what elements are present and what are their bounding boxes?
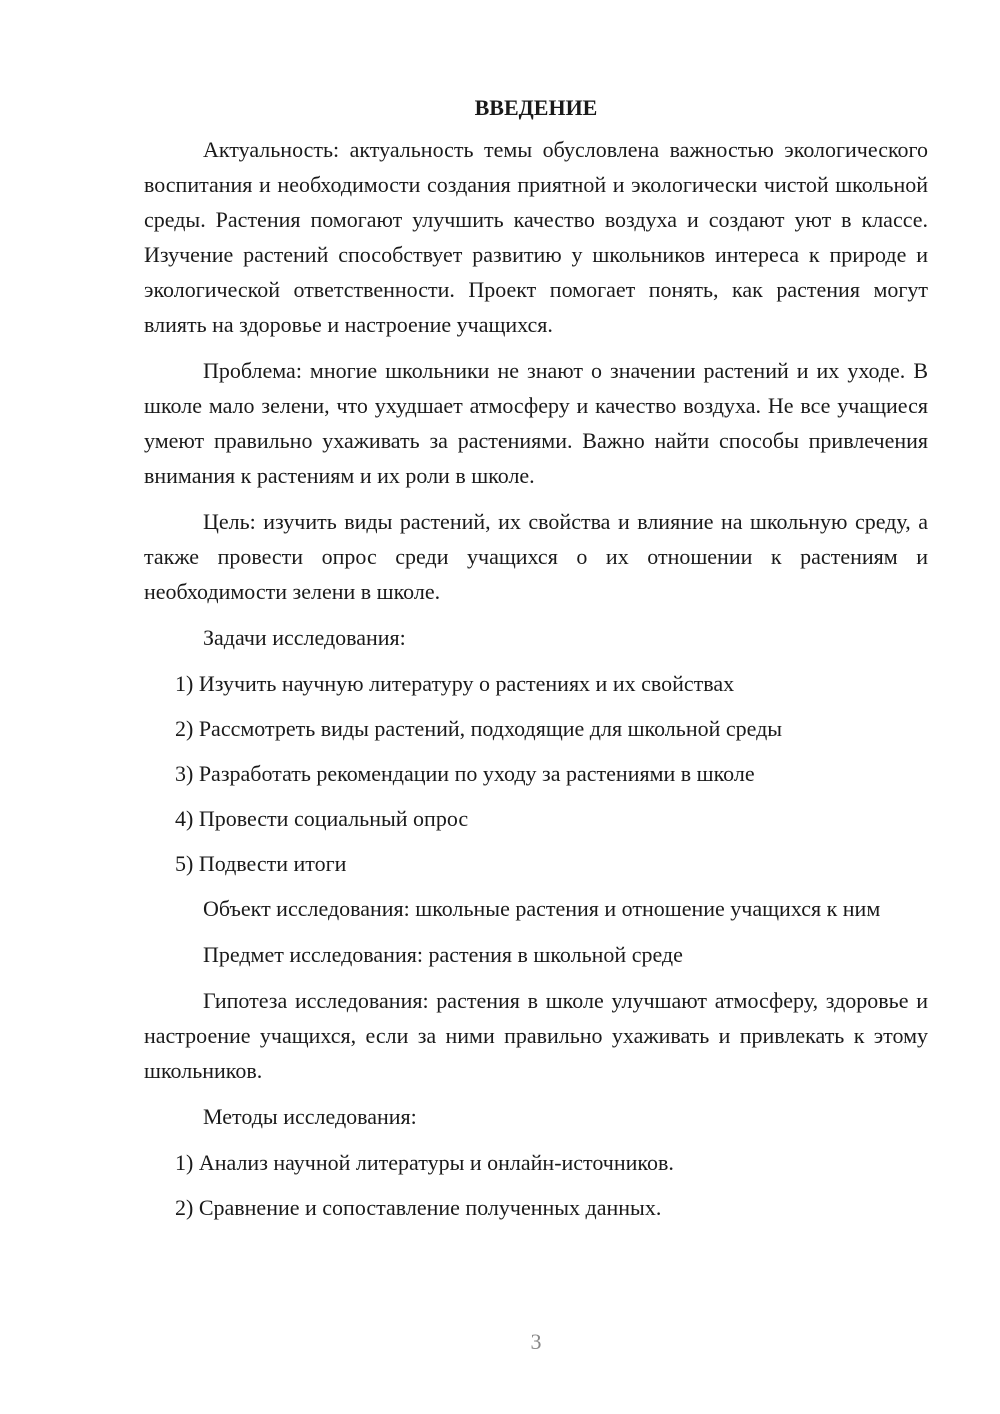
list-item: 5) Подвести итоги bbox=[175, 851, 347, 876]
list-item: 2) Сравнение и сопоставление полученных данных. bbox=[175, 1195, 662, 1220]
page-number: 3 bbox=[530, 1329, 542, 1354]
list-item: 1) Анализ научной литературы и онлайн-источников. bbox=[175, 1150, 674, 1175]
methods-list bbox=[144, 1145, 928, 1225]
section-title: ВВЕДЕНИЕ bbox=[474, 95, 598, 120]
list-item: 1) Изучить научную литературу о растениях и их свойствах bbox=[175, 671, 735, 696]
methods-heading: Методы исследования: bbox=[203, 1104, 417, 1129]
list-item: 4) Провести социальный опрос bbox=[175, 806, 469, 831]
tasks-list bbox=[144, 666, 928, 881]
relevance-paragraph: Актуальность: актуальность темы обусловлена важностью экологического воспитания и необходимости создания приятной и экологически чистой школьной среды. Растения помогают улучшить качество воздуха и создают уют в классе. Изучение растений способствует развитию у школьников интереса к природе и экологической ответственности. Проект помогает понять, как растения могут влиять на здоровье и настроение учащихся. bbox=[144, 137, 928, 337]
list-item: 3) Разработать рекомендации по уходу за растениями в школе bbox=[175, 761, 755, 786]
list-item: 2) Рассмотреть виды растений, подходящие для школьной среды bbox=[175, 716, 783, 741]
goal-paragraph: Цель: изучить виды растений, их свойства и влияние на школьную среду, а также провести опрос среди учащихся о их отношении к растениям и необходимости зелени в школе. bbox=[144, 509, 928, 604]
tasks-heading: Задачи исследования: bbox=[203, 625, 406, 650]
problem-paragraph: Проблема: многие школьники не знают о значении растений и их уходе. В школе мало зелени, что ухудшает атмосферу и качество воздуха. Не все учащиеся умеют правильно ухаживать за растениями. Важно найти способы привлечения внимания к растениям и их роли в школе. bbox=[144, 358, 928, 488]
subject-paragraph: Предмет исследования: растения в школьной среде bbox=[203, 942, 683, 967]
hypothesis-paragraph: Гипотеза исследования: растения в школе улучшают атмосферу, здоровье и настроение учащихся, если за ними правильно ухаживать и привлекать к этому школьников. bbox=[144, 988, 928, 1083]
document-page bbox=[144, 90, 928, 1235]
object-paragraph: Объект исследования: школьные растения и отношение учащихся к ним bbox=[203, 896, 881, 921]
